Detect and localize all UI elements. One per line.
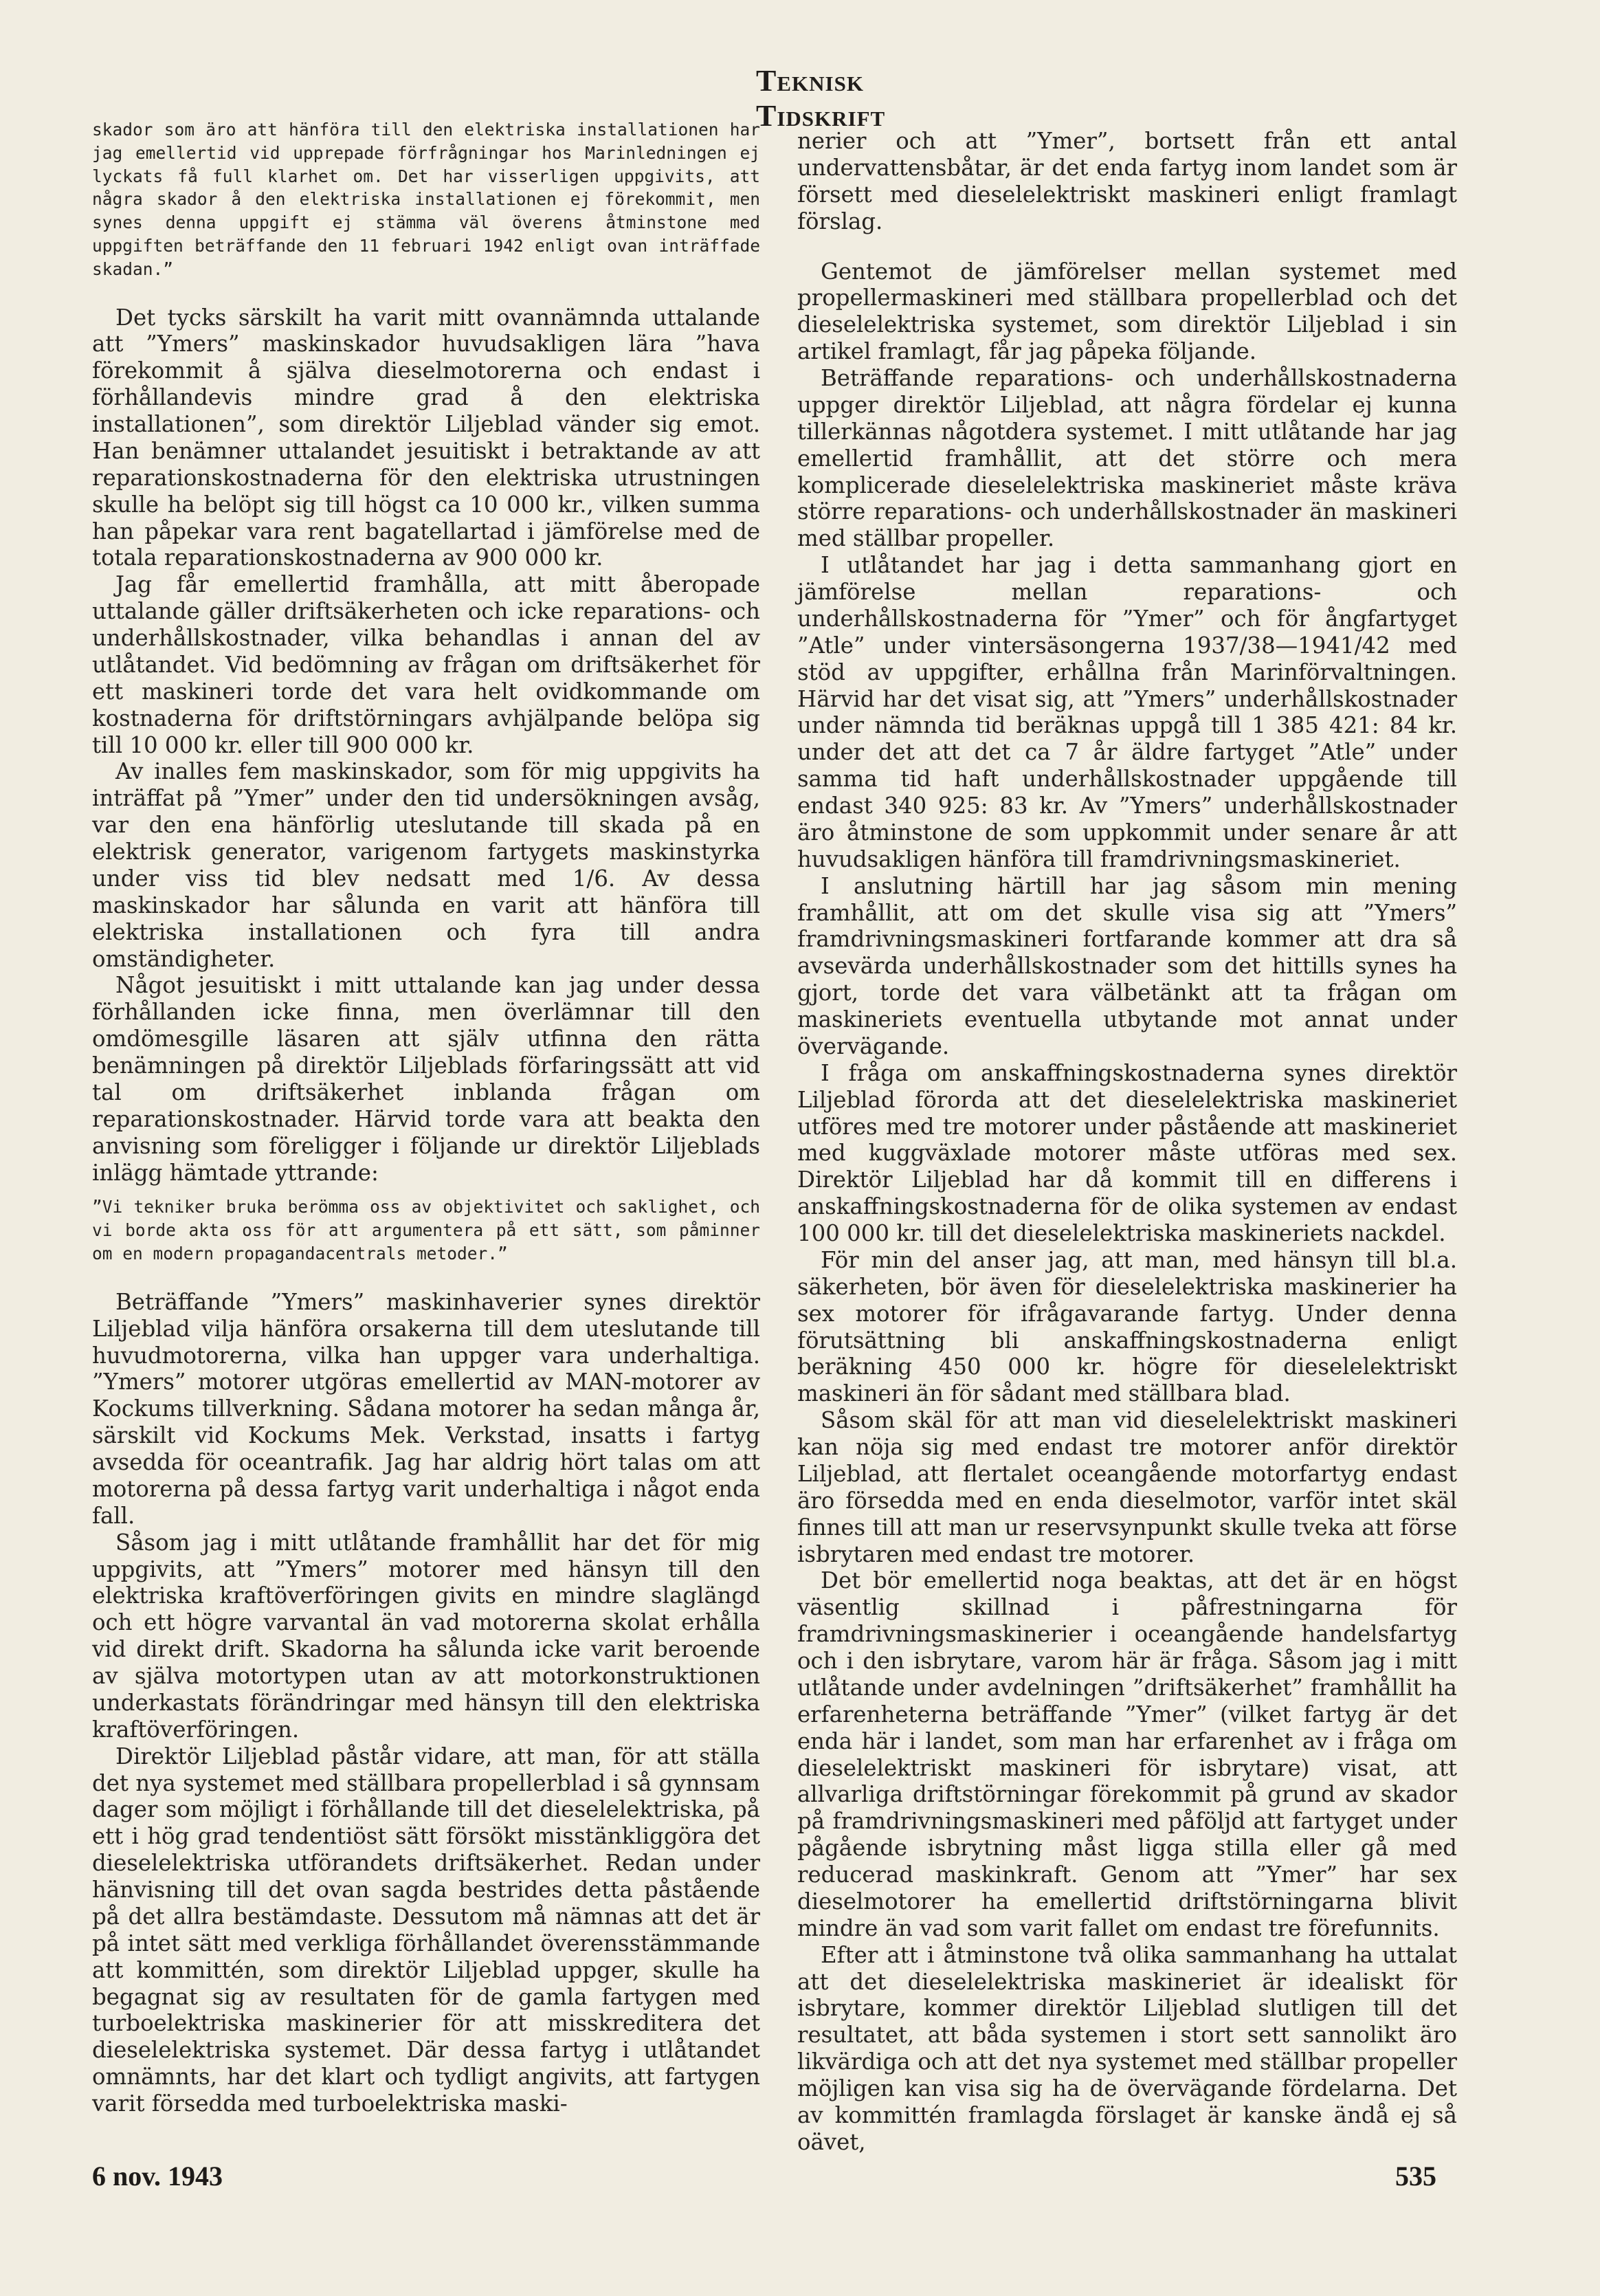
paragraph-spacer	[92, 281, 760, 305]
body-paragraph: Av inalles fem maskinskador, som för mig uppgivits ha inträffat på ”Ymer” under den tid undersökningen avsåg, var den ena hänförlig uteslutande till skada på en elektrisk generator, varigenom fartygets maskinstyrka under viss tid blev nedsatt med 1/6. Av dessa maskinskador har sålunda en varit att hänföra till elektriska installationen och fyra till andra omständigheter.	[92, 758, 760, 972]
paragraph-spacer	[92, 1186, 760, 1195]
body-paragraph: Beträffande reparations- och underhållskostnaderna uppger direktör Liljeblad, att några fördelar ej kunna tillerkännas någotdera systemet. I mitt utlåtande har jag emellertid framhållit, att det större och mera komplicerade dieselelektriska maskineriet måste kräva större reparations- och underhållskostnader än maskineri med ställbar propeller.	[797, 365, 1457, 552]
body-paragraph: Efter att i åtminstone två olika sammanhang ha uttalat att det dieselelektriska maskineriet är idealiskt för isbrytare, kommer direktör Liljeblad slutligen till det resultatet, att båda systemen i stort sett sannolikt äro likvärdiga och att det nya systemet med ställbar propeller möjligen kan visa sig ha de övervägande fördelarna. Det av kommittén framlagda förslaget är kanske ändå ej så oävet,	[797, 1941, 1457, 2155]
body-paragraph: I fråga om anskaffningskostnaderna synes direktör Liljeblad förorda att det dieselelektriska maskineriet utföres med tre motorer under påstående att maskineriet med kuggväxlade motorer måste utföras med sex. Direktör Liljeblad har då kommit till en differens i anskaffningskostnaderna för de olika systemen av endast 100 000 kr. till det dieselelektriska maskineriets nackdel.	[797, 1059, 1457, 1246]
paragraph-spacer	[797, 235, 1457, 258]
paragraph-spacer	[92, 1266, 760, 1289]
body-paragraph: För min del anser jag, att man, med hänsyn till bl.a. säkerheten, bör även för dieselelektriska maskinerier ha sex motorer för ifrågavarande fartyg. Under denna förutsättning bli anskaffningskostnaderna enligt beräkning 450 000 kr. högre för dieselelektriskt maskineri än för sådant med ställbara blad.	[797, 1246, 1457, 1407]
body-paragraph: I anslutning härtill har jag såsom min mening framhållit, att om det skulle visa sig att ”Ymers” framdrivningsmaskineri fortfarande kommer att dra så avsevärda underhållskostnader som det hittills synes ha gjort, torde det vara välbetänkt att ta frågan om maskineriets eventuella utbytande mot annat under övervägande.	[797, 872, 1457, 1059]
body-paragraph: I utlåtandet har jag i detta sammanhang gjort en jämförelse mellan reparations- och underhållskostnaderna för ”Ymer” och för ångfartyget ”Atle” under vintersäsongerna 1937/38—1941/42 med stöd av uppgifter, erhållna från Marinförvaltningen. Härvid har det visat sig, att ”Ymers” underhållskostnader under nämnda tid beräknas uppgå till 1 385 421: 84 kr. under det att det ca 7 år äldre fartyget ”Atle” under samma tid haft underhållskostnader uppgående till endast 340 925: 83 kr. Av ”Ymers” underhållskostnader äro åtminstone de som uppkommit under senare år att huvudsakligen hänföra till framdrivningsmaskineriet.	[797, 552, 1457, 872]
body-paragraph: Det bör emellertid noga beaktas, att det är en högst väsentlig skillnad i påfrestningarna för framdrivningsmaskinerier i oceangående handelsfartyg och i den isbrytare, varom här är fråga. Såsom jag i mitt utlåtande under avdelningen ”driftsäkerhet” framhållit ha erfarenheterna beträffande ”Ymer” (vilket fartyg är det enda här i landet, som man har erfarenhet av i fråga om dieselelektriskt maskineri för isbrytare) visat, att allvarliga driftstörningar förekommit på grund av skador på framdrivningsmaskineri med påföljd att fartyget under pågående isbrytning måst ligga stilla eller gå med reducerad maskinkraft. Genom att ”Ymer” har sex dieselmotorer ha emellertid driftstörningarna blivit mindre än vad som varit fallet om endast tre förefunnits.	[797, 1567, 1457, 1941]
body-paragraph: Jag får emellertid framhålla, att mitt åberopade uttalande gäller driftsäkerheten och icke reparations- och underhållskostnader, vilka behandlas i annan del av utlåtandet. Vid bedömning av frågan om driftsäkerhet för ett maskineri torde det vara helt ovidkommande om kostnaderna för driftstörningars avhjälpande belöpa sig till 10 000 kr. eller till 900 000 kr.	[92, 571, 760, 758]
page-number: 535	[1395, 2161, 1436, 2192]
body-paragraph: Något jesuitiskt i mitt uttalande kan jag under dessa förhållanden icke finna, men överlämnar till den omdömesgille läsaren att själv utfinna den rätta benämningen på direktör Liljeblads förfaringssätt att vid tal om driftsäkerhet inblanda frågan om reparationskostnader. Härvid torde vara att beakta den anvisning som föreligger i följande ur direktör Liljeblads inlägg hämtade yttrande:	[92, 972, 760, 1186]
journal-title: Teknisk Tidskrift	[756, 64, 886, 133]
quote-paragraph: ”Vi tekniker bruka berömma oss av objektivitet och saklighet, och vi borde akta oss för att argumentera på ett sätt, som påminner om en modern propagandacentrals metoder.”	[92, 1197, 760, 1264]
journal-header	[756, 63, 935, 133]
body-paragraph: Direktör Liljeblad påstår vidare, att man, för att ställa det nya systemet med ställbara propellerblad i så gynnsam dager som möjligt i förhållande till det dieselelektriska, på ett i hög grad tendentiöst sätt försökt misstänkliggöra det dieselelektriska utförandets driftsäkerhet. Redan under hänvisning till det ovan sagda bestrides detta påstående på det allra bestämdaste. Dessutom må nämnas att det är på intet sätt med verkliga förhållandet överensstämmande att kommittén, som direktör Liljeblad uppger, skulle ha begagnat sig av resultaten för de gamla fartygen med turboelektriska maskinerier för att misskreditera det dieselelektriska systemet. Där dessa fartyg i utlåtandet omnämnts, har det klart och tydligt angivits, att fartygen varit försedda med turboelektriska maski-	[92, 1743, 760, 2117]
issue-date: 6 nov. 1943	[92, 2161, 223, 2192]
quote-paragraph: skador som äro att hänföra till den elektriska installationen har jag emellertid vid upprepade förfrågningar hos Marinledningen ej lyckats få full klarhet om. Det har visserligen uppgivits, att några skador å den elektriska installationen ej förekommit, men synes denna uppgift ej stämma väl överens åtminstone med uppgiften beträffande den 11 februari 1942 enligt ovan inträffade skadan.”	[92, 120, 760, 279]
right-column	[797, 128, 1457, 2156]
body-paragraph: Det tycks särskilt ha varit mitt ovannämnda uttalande att ”Ymers” maskinskador huvudsakligen lära ”hava förekommit å själva dieselmotorerna och endast i förhållandevis mindre grad å den elektriska installationen”, som direktör Liljeblad vänder sig emot. Han benämner uttalandet jesuitiskt i betraktande av att reparationskostnaderna för den elektriska utrustningen skulle ha belöpt sig till högst ca 10 000 kr., vilken summa han påpekar vara rent bagatellartad i jämförelse med de totala reparationskostnaderna av 900 000 kr.	[92, 304, 760, 571]
left-column	[92, 118, 760, 2117]
body-paragraph: Beträffande ”Ymers” maskinhaverier synes direktör Liljeblad vilja hänföra orsakerna till dem uteslutande till huvudmotorerna, vilka han uppger vara underhaltiga. ”Ymers” motorer utgöras emellertid av MAN-motorer av Kockums tillverkning. Sådana motorer ha sedan många år, särskilt vid Kockums Mek. Verkstad, insatts i fartyg avsedda för oceantrafik. Jag har aldrig hört talas om att motorerna på dessa fartyg varit underhaltiga i något enda fall.	[92, 1288, 760, 1529]
body-paragraph: Såsom skäl för att man vid dieselelektriskt maskineri kan nöja sig med endast tre motorer anför direktör Liljeblad, att flertalet oceangående motorfartyg endast äro försedda med en enda dieselmotor, varför intet skäl finnes till att man ur reservsynpunkt skulle tveka att förse isbrytaren med endast tre motorer.	[797, 1407, 1457, 1567]
body-paragraph: Gentemot de jämförelser mellan systemet med propellermaskineri med ställbara propellerblad och det dieselelektriska systemet, som direktör Liljeblad i sin artikel framlagt, får jag påpeka följande.	[797, 258, 1457, 365]
body-paragraph: Såsom jag i mitt utlåtande framhållit har det för mig uppgivits, att ”Ymers” motorer med hänsyn till den elektriska kraftöverföringen givits en mindre slaglängd och ett högre varvantal än vad motorerna skolat erhålla vid direkt drift. Skadorna ha sålunda icke varit beroende av själva motortypen utan av att motorkonstruktionen underkastats förändringar med hänsyn till den elektriska kraftöverföringen.	[92, 1529, 760, 1743]
body-paragraph: nerier och att ”Ymer”, bortsett från ett antal undervattensbåtar, är det enda fartyg inom landet som är försett med dieselelektriskt maskineri enligt framlagt förslag.	[797, 128, 1457, 234]
